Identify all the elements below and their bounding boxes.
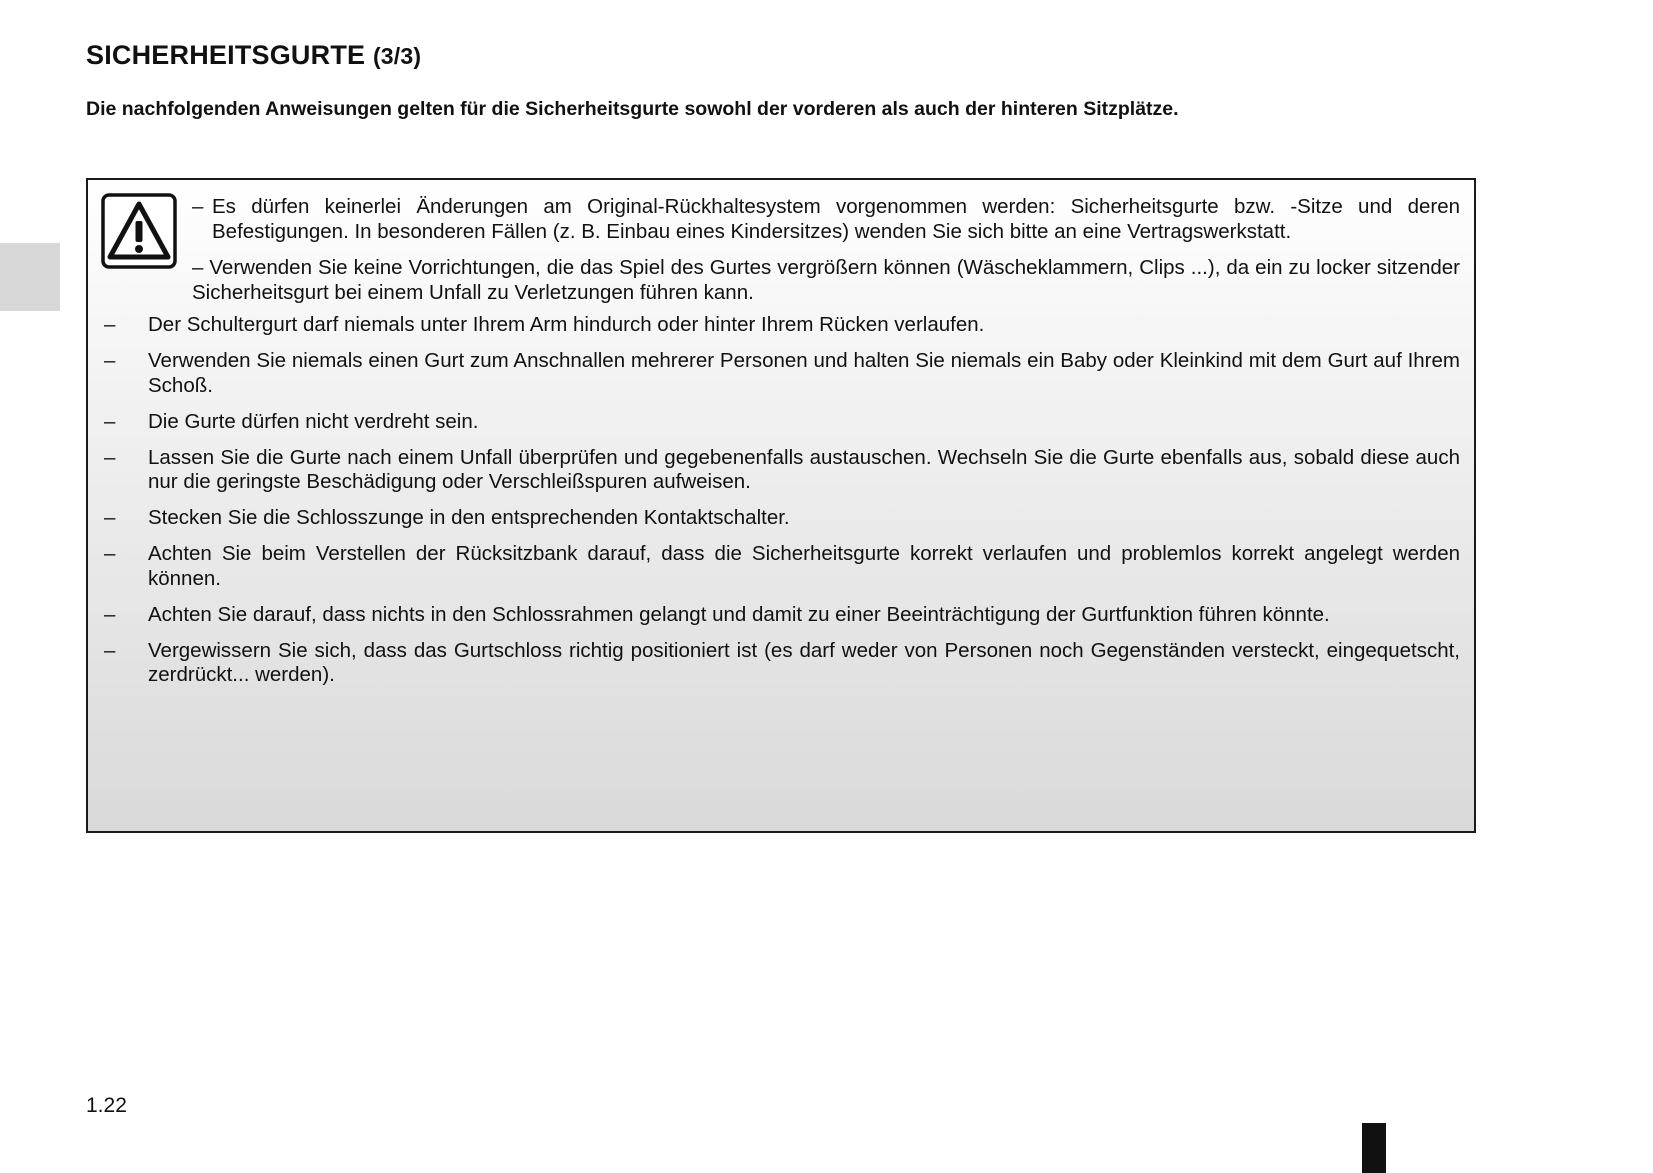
list-item bbox=[102, 410, 1460, 435]
warning-triangle-icon bbox=[101, 193, 177, 269]
dash-marker: – bbox=[104, 349, 116, 372]
list-item-text: Die Gurte dürfen nicht verdreht sein. bbox=[148, 409, 479, 433]
list-item bbox=[102, 603, 1460, 628]
page-edge-marker bbox=[1362, 1123, 1386, 1173]
list-item-text: Vergewissern Sie sich, dass das Gurtschloss richtig positioniert ist (es darf weder von Personen noch Gegenständen versteckt, eingequetscht, zerdrückt... werden). bbox=[148, 638, 1460, 686]
warning-top-item-text: Verwenden Sie keine Vorrichtungen, die das Spiel des Gurtes vergrößern können (Wäscheklammern, Clips ...), da ein zu locker sitzender Sicherheitsgurt bei einem Unfall zu Verletzungen führen kann. bbox=[192, 256, 1460, 304]
page-title-text: SICHERHEITSGURTE bbox=[86, 40, 366, 70]
list-item bbox=[102, 446, 1460, 495]
warning-top-item bbox=[192, 194, 1460, 244]
page-title bbox=[86, 40, 421, 71]
dash-marker: – bbox=[104, 542, 116, 565]
list-item-text: Achten Sie darauf, dass nichts in den Schlossrahmen gelangt und damit zu einer Beeinträchtigung der Gurtfunktion führen könnte. bbox=[148, 602, 1330, 626]
list-item bbox=[102, 542, 1460, 591]
warning-box bbox=[86, 178, 1476, 833]
page-title-suffix: (3/3) bbox=[372, 43, 422, 69]
dash-marker: – bbox=[104, 602, 116, 626]
warning-top-text bbox=[192, 194, 1460, 316]
dash-marker: – bbox=[192, 256, 204, 279]
list-item bbox=[102, 313, 1460, 338]
list-item-text: Verwenden Sie niemals einen Gurt zum Anschnallen mehrerer Personen und halten Sie niemals ein Baby oder Kleinkind mit dem Gurt auf Ihrem Schoß. bbox=[148, 349, 1460, 397]
list-item bbox=[102, 349, 1460, 398]
dash-marker: – bbox=[104, 506, 116, 529]
intro-text: Die nachfolgenden Anweisungen gelten für die Sicherheitsgurte sowohl der vorderen als auch der hinteren Sitzplätze. bbox=[86, 98, 1179, 120]
dash-marker: – bbox=[104, 409, 116, 433]
list-item-text: Stecken Sie die Schlosszunge in den entsprechenden Kontaktschalter. bbox=[148, 506, 790, 529]
dash-marker: – bbox=[104, 638, 116, 662]
list-item-text: Lassen Sie die Gurte nach einem Unfall überprüfen und gegebenenfalls austauschen. Wechseln Sie die Gurte ebenfalls aus, sobald diese auch nur die geringste Beschädigung oder Verschleißspuren aufweisen. bbox=[148, 445, 1460, 493]
list-item bbox=[102, 639, 1460, 688]
list-item-text: Achten Sie beim Verstellen der Rücksitzbank darauf, dass die Sicherheitsgurte korrekt verlaufen und problemlos korrekt angelegt werden können. bbox=[148, 542, 1460, 590]
dash-marker: – bbox=[104, 313, 116, 336]
list-item-text: Der Schultergurt darf niemals unter Ihrem Arm hindurch oder hinter Ihrem Rücken verlaufen. bbox=[148, 313, 985, 336]
dash-marker: – bbox=[192, 195, 204, 218]
page-number: 1.22 bbox=[86, 1094, 127, 1117]
warning-top-item-text: Es dürfen keinerlei Änderungen am Original-Rückhaltesystem vorgenommen werden: Sicherheitsgurte bzw. -Sitze und deren Befestigungen. In besonderen Fällen (z. B. Einbau eines Kindersitzes) wenden Sie sich bitte an eine Vertragswerkstatt. bbox=[212, 195, 1460, 243]
dash-marker: – bbox=[104, 445, 116, 469]
warning-top-item bbox=[192, 255, 1460, 305]
list-item bbox=[102, 506, 1460, 531]
warning-list bbox=[102, 313, 1460, 699]
section-tab-marker bbox=[0, 243, 60, 311]
